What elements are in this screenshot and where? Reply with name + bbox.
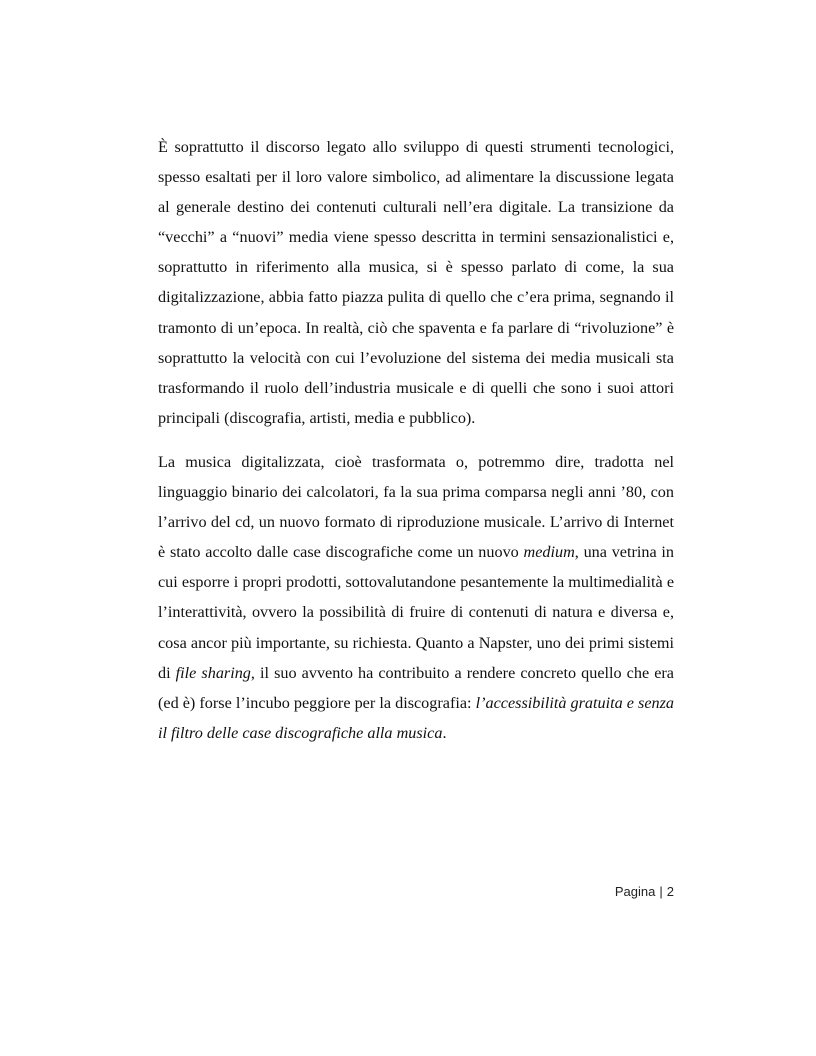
page-body (158, 132, 674, 748)
paragraph-2-text-2: , una vetrina in cui esporre i propri prodotti, sottovalutandone pesantemente la multimedialità e l’interattività, ovvero la possibilità di fruire di contenuti di natura e diversa e, cosa ancor più importante, su richiesta. Quanto a Napster, uno dei primi sistemi di (158, 543, 674, 682)
paragraph-2-text-4: . (442, 723, 447, 742)
page-number: 2 (666, 884, 674, 899)
paragraph-2 (158, 447, 674, 748)
paragraph-1: È soprattutto il discorso legato allo sviluppo di questi strumenti tecnologici, spesso esaltati per il loro valore simbolico, ad alimentare la discussione legata al generale destino dei contenuti culturali nell’era digitale. La transizione da “vecchi” a “nuovi” media viene spesso descritta in termini sensazionalistici e, soprattutto in riferimento alla musica, si è spesso parlato di come, la sua digitalizzazione, abbia fatto piazza pulita di quello che c’era prima, segnando il tramonto di un’epoca. In realtà, ciò che spaventa e fa parlare di “rivoluzione” è soprattutto la velocità con cui l’evoluzione del sistema dei media musicali sta trasformando il ruolo dell’industria musicale e di quelli che sono i suoi attori principali (discografia, artisti, media e pubblico). (158, 138, 674, 427)
paragraph-2-text-1: La musica digitalizzata, cioè trasformata o, potremmo dire, tradotta nel linguaggio binario dei calcolatori, fa la sua prima comparsa negli anni ’80, con l’arrivo del cd, un nuovo formato di riproduzione musicale. L’arrivo di Internet è stato accolto dalle case discografiche come un nuovo (158, 452, 674, 562)
page-footer (615, 884, 674, 899)
footer-separator: | (659, 884, 663, 899)
footer-label: Pagina (614, 884, 656, 899)
italic-file-sharing: file sharing (175, 663, 251, 682)
paragraph-2-text-3: , il suo avvento ha contribuito a rendere concreto quello che era (ed è) forse l’incubo peggiore per la discografia: (158, 663, 674, 712)
italic-medium: medium (523, 543, 575, 562)
italic-closing-phrase: l’accessibilità gratuita e senza il filtro delle case discografiche alla musica (158, 693, 674, 742)
